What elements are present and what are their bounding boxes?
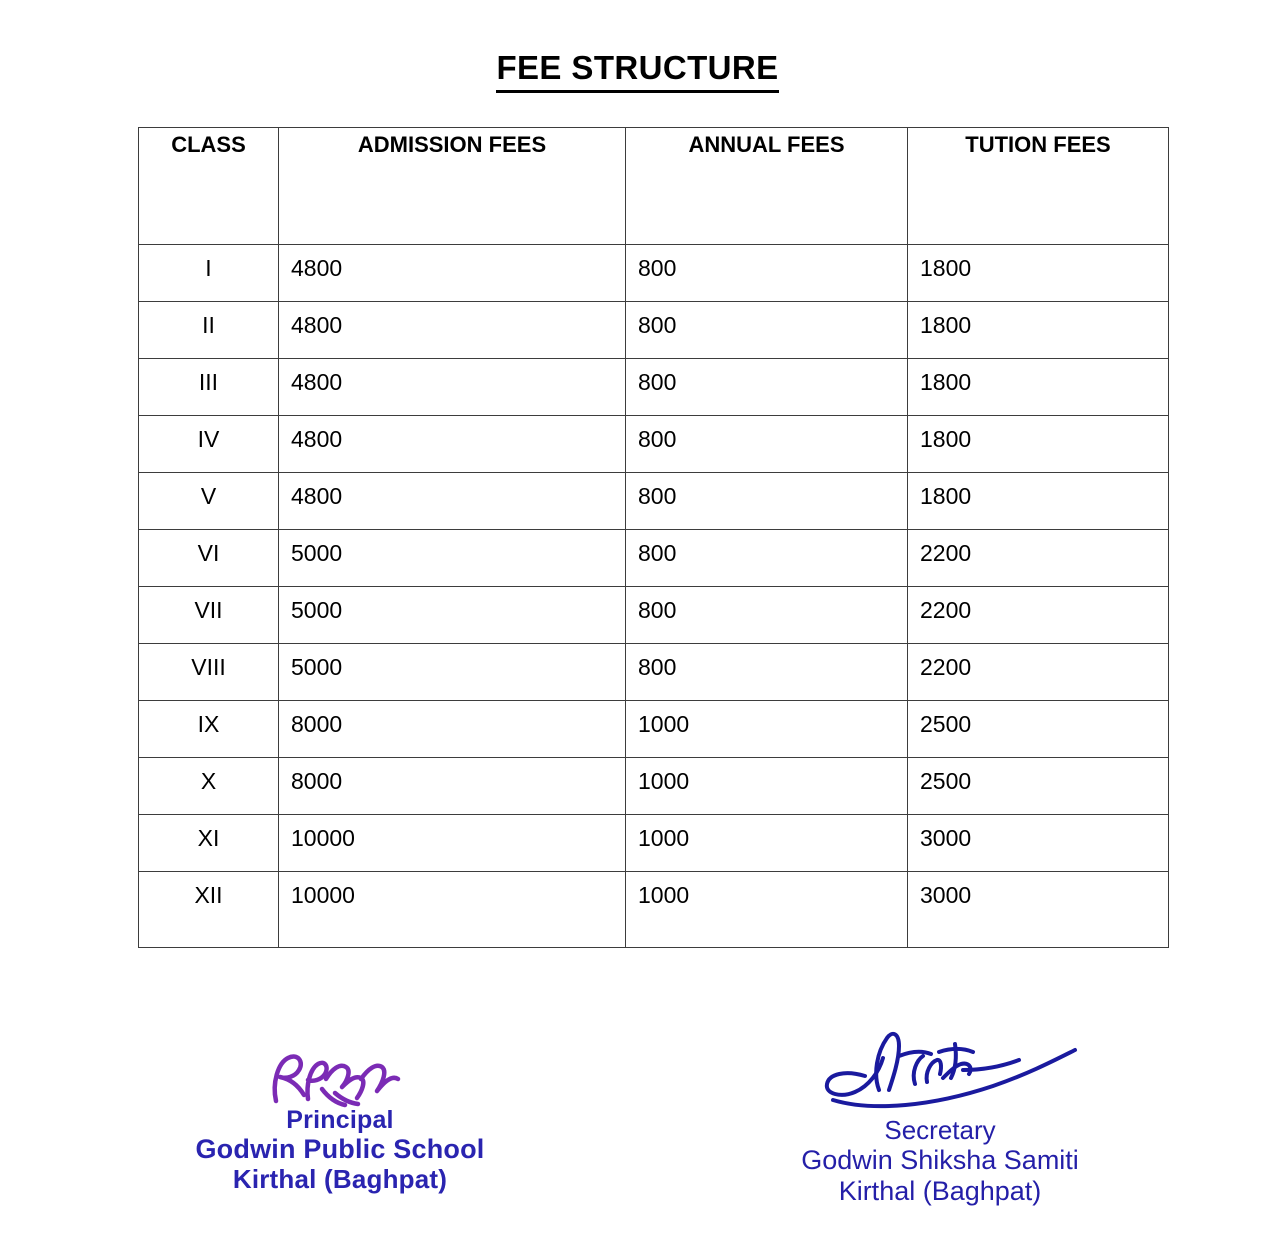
table-row: [139, 758, 1169, 815]
cell-class: II: [139, 302, 279, 359]
secretary-stamp-text: [775, 1116, 1105, 1206]
principal-role: Principal: [286, 1106, 394, 1134]
fee-table-container: [138, 127, 1168, 948]
table-body: [139, 245, 1169, 948]
cell-tution: 2200: [908, 644, 1169, 701]
cell-annual: 800: [626, 416, 908, 473]
cell-class: IV: [139, 416, 279, 473]
table-row: [139, 587, 1169, 644]
cell-tution: 2500: [908, 758, 1169, 815]
cell-tution: 1800: [908, 359, 1169, 416]
cell-tution: 1800: [908, 245, 1169, 302]
cell-annual: 1000: [626, 758, 908, 815]
cell-annual: 800: [626, 359, 908, 416]
table-row: [139, 530, 1169, 587]
secretary-society-name: Godwin Shiksha Samiti: [801, 1145, 1079, 1176]
column-header-tution-fees: TUTION FEES: [908, 128, 1169, 245]
cell-tution: 3000: [908, 872, 1169, 948]
cell-admission: 10000: [279, 872, 626, 948]
handwritten-signature-icon: [803, 1026, 1093, 1116]
cell-admission: 5000: [279, 587, 626, 644]
table-header-row: [139, 128, 1169, 245]
cell-class: III: [139, 359, 279, 416]
cell-admission: 4800: [279, 359, 626, 416]
table-row: [139, 302, 1169, 359]
column-header-annual-fees: ANNUAL FEES: [626, 128, 908, 245]
cell-admission: 5000: [279, 644, 626, 701]
cell-admission: 8000: [279, 758, 626, 815]
handwritten-signature-icon: [262, 1049, 412, 1111]
table-header: [139, 128, 1169, 245]
column-header-class: CLASS: [139, 128, 279, 245]
cell-annual: 800: [626, 644, 908, 701]
secretary-location: Kirthal (Baghpat): [838, 1176, 1042, 1207]
fee-structure-table: [138, 127, 1169, 948]
table-row: [139, 872, 1169, 948]
cell-annual: 1000: [626, 701, 908, 758]
cell-class: XI: [139, 815, 279, 872]
cell-annual: 800: [626, 302, 908, 359]
cell-class: I: [139, 245, 279, 302]
principal-school-name: Godwin Public School: [195, 1134, 485, 1164]
cell-admission: 10000: [279, 815, 626, 872]
table-row: [139, 245, 1169, 302]
cell-annual: 800: [626, 530, 908, 587]
cell-annual: 1000: [626, 815, 908, 872]
cell-annual: 800: [626, 245, 908, 302]
page-title: [0, 49, 1275, 93]
cell-admission: 5000: [279, 530, 626, 587]
cell-admission: 4800: [279, 473, 626, 530]
table-row: [139, 359, 1169, 416]
table-row: [139, 644, 1169, 701]
cell-class: VI: [139, 530, 279, 587]
cell-admission: 4800: [279, 416, 626, 473]
cell-class: VII: [139, 587, 279, 644]
cell-tution: 1800: [908, 416, 1169, 473]
cell-annual: 1000: [626, 872, 908, 948]
secretary-signature-block: [775, 1030, 1105, 1206]
table-row: [139, 701, 1169, 758]
cell-tution: 1800: [908, 473, 1169, 530]
cell-class: XII: [139, 872, 279, 948]
cell-annual: 800: [626, 473, 908, 530]
cell-tution: 2500: [908, 701, 1169, 758]
column-header-admission-fees: ADMISSION FEES: [279, 128, 626, 245]
cell-class: V: [139, 473, 279, 530]
table-row: [139, 815, 1169, 872]
cell-tution: 2200: [908, 530, 1169, 587]
cell-annual: 800: [626, 587, 908, 644]
principal-stamp-text: [170, 1107, 510, 1193]
principal-signature-block: [170, 1055, 510, 1193]
secretary-role: Secretary: [884, 1115, 996, 1145]
cell-class: X: [139, 758, 279, 815]
cell-admission: 4800: [279, 245, 626, 302]
cell-class: IX: [139, 701, 279, 758]
cell-tution: 3000: [908, 815, 1169, 872]
cell-tution: 1800: [908, 302, 1169, 359]
cell-admission: 4800: [279, 302, 626, 359]
cell-admission: 8000: [279, 701, 626, 758]
page-title-text: FEE STRUCTURE: [496, 49, 778, 93]
cell-tution: 2200: [908, 587, 1169, 644]
table-row: [139, 473, 1169, 530]
cell-class: VIII: [139, 644, 279, 701]
table-row: [139, 416, 1169, 473]
principal-location: Kirthal (Baghpat): [232, 1164, 448, 1195]
